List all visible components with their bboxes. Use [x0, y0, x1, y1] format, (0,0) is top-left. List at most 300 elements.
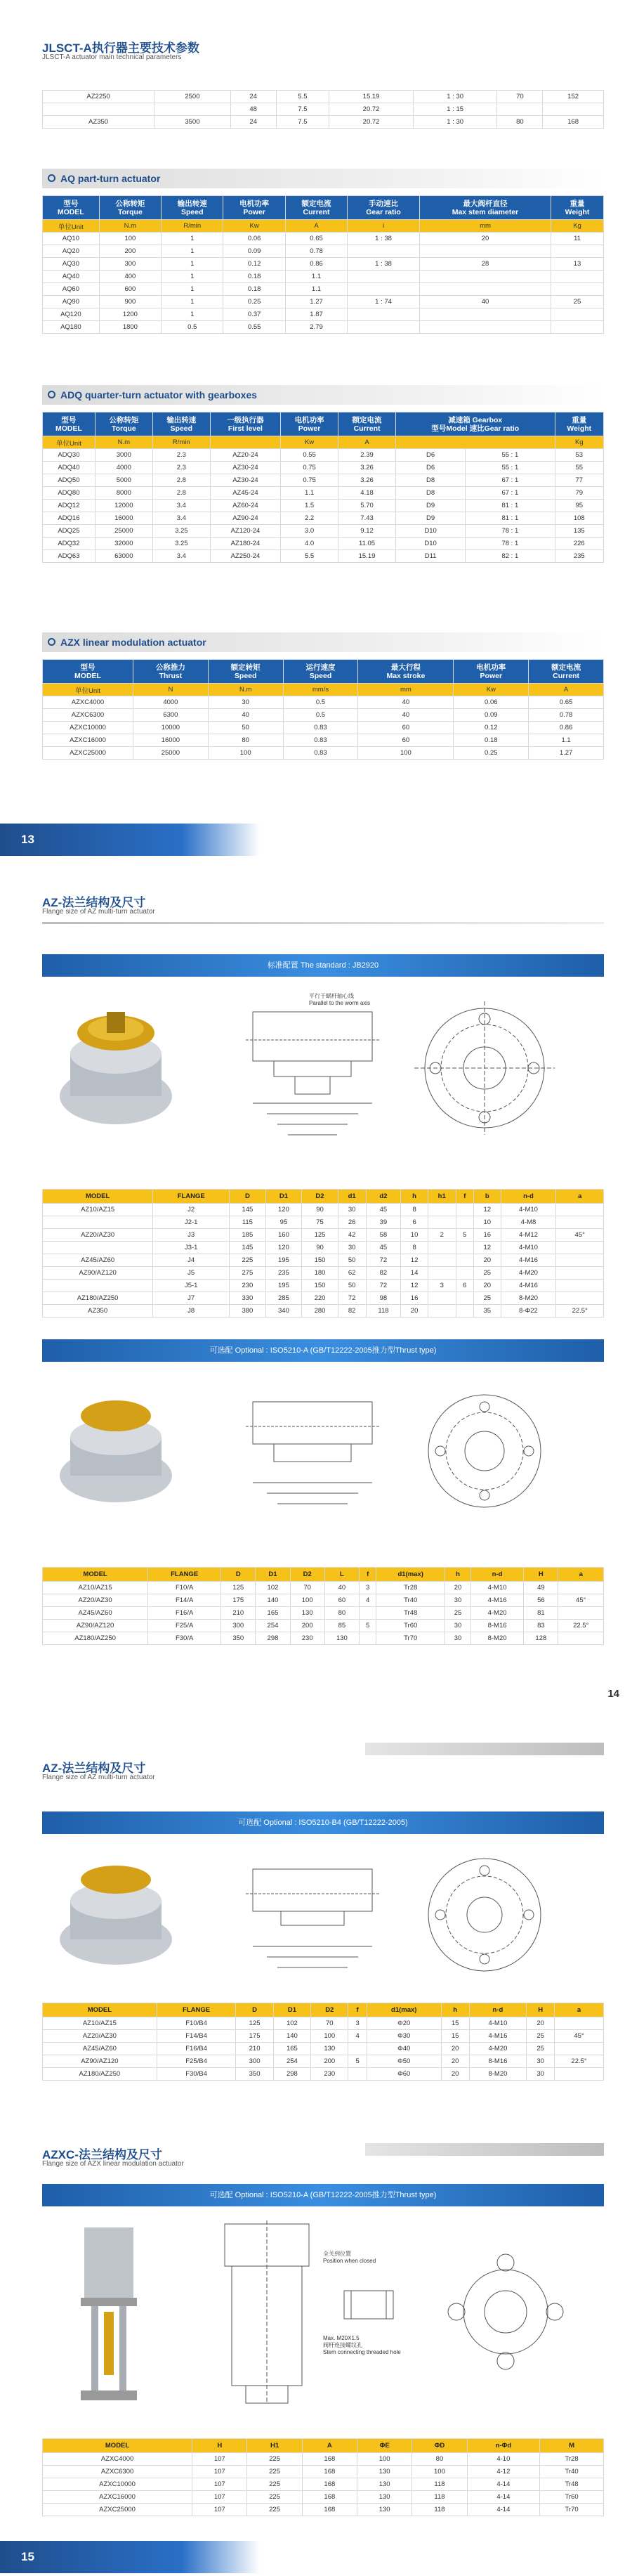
table-cell: 78 : 1 — [466, 538, 555, 550]
table-header-cell: a — [555, 2003, 604, 2017]
table-cell: 102 — [256, 1582, 290, 1594]
divider — [365, 1743, 604, 1755]
table-cell — [348, 283, 420, 296]
table-row — [43, 2478, 604, 2491]
table-cell: AZ350 — [43, 1305, 153, 1318]
table-cell — [556, 1242, 604, 1254]
table-cell: 1 : 38 — [348, 258, 420, 271]
table-header-cell: 减速箱 Gearbox 型号Model 速比Gear ratio — [396, 412, 555, 436]
table-cell: J5 — [153, 1267, 230, 1280]
table-cell: 168 — [302, 2491, 357, 2504]
table-header-cell: D1 — [273, 2003, 310, 2017]
table-cell: 16 — [401, 1292, 428, 1305]
table-cell: 135 — [555, 525, 604, 538]
table-cell: 100 — [412, 2466, 467, 2478]
table-row — [43, 709, 604, 722]
table-cell: 130 — [311, 2043, 348, 2055]
table-cell: AZ20/AZ30 — [43, 2030, 157, 2043]
page-number: 15 — [21, 2550, 34, 2563]
table-cell: 98 — [366, 1292, 401, 1305]
table-cell: 77 — [555, 474, 604, 487]
table-cell: J3-1 — [153, 1242, 230, 1254]
table-cell: 118 — [412, 2478, 467, 2491]
table-row — [43, 2504, 604, 2516]
table-cell: 125 — [302, 1229, 338, 1242]
table-cell: 1.27 — [529, 747, 604, 760]
table-row — [43, 91, 604, 103]
table-cell: 4000 — [95, 462, 152, 474]
table-header-cell: H — [527, 2003, 555, 2017]
table-cell: 30 — [338, 1204, 366, 1216]
table-cell: 4 — [348, 2030, 367, 2043]
table-cell: AZ90-24 — [210, 512, 280, 525]
table-cell: 4-10 — [467, 2453, 540, 2466]
stem-note-2: 阀杆连接螺纹孔 — [323, 2342, 362, 2348]
stem-note-1: Max. M20X1.5 — [323, 2335, 360, 2341]
table-cell: 40 — [419, 296, 551, 308]
table-cell: J7 — [153, 1292, 230, 1305]
aq-section-title: AQ part-turn actuator — [60, 173, 161, 184]
table-cell: 300 — [99, 258, 161, 271]
table-cell: 107 — [192, 2504, 247, 2516]
table-cell: ADQ50 — [43, 474, 96, 487]
table-cell: AQ90 — [43, 296, 100, 308]
table-header-cell: n-Φd — [467, 2439, 540, 2453]
actuator-render-image — [60, 1400, 172, 1502]
table-cell: 1 — [162, 258, 223, 271]
table-cell: 42 — [338, 1229, 366, 1242]
table-header-cell: 公称转矩 Torque — [99, 196, 161, 220]
table-cell — [428, 1204, 456, 1216]
table-cell: 10000 — [133, 722, 208, 734]
table-cell: 230 — [230, 1280, 266, 1292]
table-cell: AZ2250 — [43, 91, 154, 103]
actuator-render-image — [60, 1012, 172, 1124]
table-row — [43, 525, 604, 538]
table-header-cell: d1(max) — [376, 1568, 445, 1582]
table-cell: 6 — [456, 1280, 473, 1292]
table-cell: F14/A — [148, 1594, 221, 1607]
table-cell: 83 — [524, 1620, 558, 1632]
table-cell: Tr40 — [540, 2466, 604, 2478]
table-cell — [348, 2043, 367, 2055]
table-cell — [428, 1292, 456, 1305]
unit-cell: mm — [358, 684, 454, 696]
table-cell: 56 — [524, 1594, 558, 1607]
table-cell: 2.3 — [152, 449, 210, 462]
stem-note-3: Stem connecting threaded hole — [323, 2349, 401, 2355]
flange-top-view — [414, 1001, 555, 1135]
table-cell: 13 — [551, 258, 604, 271]
table-cell: 50 — [338, 1254, 366, 1267]
table-header-cell: 重量 Weight — [555, 412, 604, 436]
table-cell: 3.26 — [338, 474, 396, 487]
unit-cell: 单位Unit — [43, 220, 100, 233]
table-header-cell: 额定电流 Current — [338, 412, 396, 436]
table-cell: 81 : 1 — [466, 500, 555, 512]
table-cell: 45 — [366, 1242, 401, 1254]
table-cell: 225 — [247, 2466, 302, 2478]
table-row — [43, 2466, 604, 2478]
adq-section-header — [42, 385, 604, 405]
table-cell: 4-M20 — [501, 1267, 556, 1280]
table-cell — [419, 321, 551, 334]
table-cell: D6 — [396, 449, 466, 462]
divider — [42, 922, 604, 924]
table-cell: 225 — [247, 2478, 302, 2491]
page-subtitle: Flange size of AZX linear modulation actuator — [42, 2160, 184, 2168]
flange-drawing-standard — [42, 984, 604, 1163]
table-cell: AZ20/AZ30 — [43, 1229, 153, 1242]
table-cell: 40 — [358, 696, 454, 709]
stem-thread-detail — [344, 2291, 393, 2319]
table-row — [43, 734, 604, 747]
flange-drawing-optional-a — [42, 1370, 604, 1539]
azx-section-header — [42, 632, 604, 652]
unit-cell: A — [285, 220, 347, 233]
closed-position-note-en: Position when closed — [323, 2258, 376, 2264]
table-cell: 20 — [419, 233, 551, 245]
unit-row — [43, 436, 604, 449]
table-row — [43, 1280, 604, 1292]
table-cell: J2-1 — [153, 1216, 230, 1229]
unit-cell: i — [348, 220, 420, 233]
table-cell — [558, 1607, 604, 1620]
actuator-render-image — [60, 1866, 172, 1965]
table-cell: AZ90/AZ120 — [43, 1620, 148, 1632]
table-cell: 102 — [273, 2017, 310, 2030]
page-number: 14 — [607, 1688, 619, 1700]
table-cell: 25 — [474, 1292, 501, 1305]
table-cell — [428, 1267, 456, 1280]
table-cell: 30 — [445, 1594, 471, 1607]
table-cell: 25 — [527, 2043, 555, 2055]
unit-cell: A — [338, 436, 396, 449]
table-cell — [556, 1292, 604, 1305]
table-cell: AZXC6300 — [43, 2466, 192, 2478]
table-cell: 125 — [221, 1582, 256, 1594]
table-cell: 600 — [99, 283, 161, 296]
table-cell: 45° — [556, 1229, 604, 1242]
table-cell: 20 — [441, 2068, 469, 2081]
table-cell: 32000 — [95, 538, 152, 550]
table-cell: 4-M10 — [470, 1582, 523, 1594]
table-cell: 6 — [401, 1216, 428, 1229]
table-cell: 90 — [302, 1204, 338, 1216]
table-cell: 0.25 — [454, 747, 529, 760]
table-cell — [551, 283, 604, 296]
table-cell: Φ50 — [367, 2055, 441, 2068]
table-cell: 230 — [290, 1632, 324, 1645]
table-row — [43, 474, 604, 487]
table-cell: 72 — [338, 1292, 366, 1305]
table-cell: AZ180-24 — [210, 538, 280, 550]
table-cell — [348, 2068, 367, 2081]
table-row — [43, 233, 604, 245]
table-header-cell: ΦE — [357, 2439, 412, 2453]
table-cell: Φ40 — [367, 2043, 441, 2055]
table-cell: 107 — [192, 2466, 247, 2478]
table-cell: 4-M20 — [470, 1607, 523, 1620]
table-cell: 120 — [265, 1242, 302, 1254]
page-14b — [0, 1722, 632, 2143]
table-header-cell: 输出转速 Speed — [152, 412, 210, 436]
table-cell: 55 — [555, 462, 604, 474]
table-cell: 1 : 30 — [413, 116, 497, 129]
table-header-cell: 额定转矩 Speed — [208, 660, 283, 684]
table-row — [43, 500, 604, 512]
table-cell: 8-M20 — [501, 1292, 556, 1305]
table-cell — [419, 271, 551, 283]
table-cell: 50 — [208, 722, 283, 734]
optional-b4-flange-table — [42, 2003, 604, 2081]
table-cell: 118 — [412, 2504, 467, 2516]
table-header-cell: 额定电流 Current — [285, 196, 347, 220]
table-header-cell: f — [360, 1568, 376, 1582]
table-cell: 0.12 — [454, 722, 529, 734]
table-header-cell: H — [192, 2439, 247, 2453]
table-cell — [556, 1280, 604, 1292]
table-cell — [348, 308, 420, 321]
table-cell: D6 — [396, 462, 466, 474]
table-cell: 1 : 30 — [413, 91, 497, 103]
table-cell: AZ180/AZ250 — [43, 1632, 148, 1645]
table-cell: AZXC4000 — [43, 696, 133, 709]
table-cell: AQ30 — [43, 258, 100, 271]
table-cell: 20 — [441, 2055, 469, 2068]
table-cell: AZXC25000 — [43, 747, 133, 760]
table-header-cell: D1 — [265, 1190, 302, 1204]
table-cell: AZXC4000 — [43, 2453, 192, 2466]
table-row — [43, 550, 604, 563]
page-number: 13 — [21, 833, 34, 846]
table-cell: ADQ40 — [43, 462, 96, 474]
table-cell: AQ40 — [43, 271, 100, 283]
table-cell — [360, 1632, 376, 1645]
table-cell: 1 — [162, 271, 223, 283]
table-cell: AZ120-24 — [210, 525, 280, 538]
table-cell: 12 — [474, 1204, 501, 1216]
table-row — [43, 1216, 604, 1229]
table-cell: 8 — [401, 1204, 428, 1216]
table-cell: F25/B4 — [157, 2055, 236, 2068]
table-header-cell: 一级执行器 First level — [210, 412, 280, 436]
unit-cell: N — [133, 684, 208, 696]
table-cell: 225 — [230, 1254, 266, 1267]
table-cell: 125 — [236, 2017, 273, 2030]
table-cell: 4-M8 — [501, 1216, 556, 1229]
table-cell: 5.5 — [281, 550, 338, 563]
table-row — [43, 296, 604, 308]
table-row — [43, 1632, 604, 1645]
table-cell: 195 — [265, 1280, 302, 1292]
table-cell: 6300 — [133, 709, 208, 722]
table-cell: 45° — [558, 1594, 604, 1607]
table-cell: 30 — [445, 1632, 471, 1645]
page-subtitle: JLSCT-A actuator main technical parameters — [42, 53, 182, 61]
table-cell: 60 — [324, 1594, 359, 1607]
table-cell — [558, 1632, 604, 1645]
unit-cell — [396, 436, 555, 449]
table-cell: 8-Φ22 — [501, 1305, 556, 1318]
unit-cell: Kw — [281, 436, 338, 449]
table-cell: 12 — [401, 1280, 428, 1292]
table-header-cell: 型号 MODEL — [43, 660, 133, 684]
table-row — [43, 308, 604, 321]
table-cell: AZXC6300 — [43, 709, 133, 722]
table-cell: 58 — [366, 1229, 401, 1242]
table-cell — [551, 245, 604, 258]
table-cell: 4-M16 — [501, 1254, 556, 1267]
table-cell — [456, 1216, 473, 1229]
table-cell: 3.4 — [152, 500, 210, 512]
table-row — [43, 462, 604, 474]
table-cell: 55 : 1 — [466, 449, 555, 462]
table-cell: 4-14 — [467, 2504, 540, 2516]
table-cell: 67 : 1 — [466, 487, 555, 500]
table-cell: 298 — [273, 2068, 310, 2081]
table-cell — [419, 283, 551, 296]
table-row — [43, 487, 604, 500]
table-cell: 5.70 — [338, 500, 396, 512]
table-cell: 2.3 — [152, 462, 210, 474]
flange-section-view — [246, 1402, 379, 1504]
table-cell: 30 — [445, 1620, 471, 1632]
table-cell: AZ30-24 — [210, 474, 280, 487]
unit-cell: N.m — [95, 436, 152, 449]
table-cell: 1 — [162, 308, 223, 321]
table-cell: 2500 — [154, 91, 231, 103]
table-cell: 3.4 — [152, 550, 210, 563]
aq-section-header — [42, 169, 604, 188]
table-cell: 0.86 — [529, 722, 604, 734]
table-cell: 48 — [230, 103, 276, 116]
table-cell: D10 — [396, 538, 466, 550]
table-cell: 25 — [445, 1607, 471, 1620]
table-header-cell: 电机功率 Power — [223, 196, 285, 220]
table-cell: 16000 — [133, 734, 208, 747]
adq-section-title: ADQ quarter-turn actuator with gearboxes — [60, 389, 258, 401]
table-header-cell: ΦD — [412, 2439, 467, 2453]
table-header-cell: MODEL — [43, 2439, 192, 2453]
table-cell: 185 — [230, 1229, 266, 1242]
table-cell: 0.37 — [223, 308, 285, 321]
table-cell: 230 — [311, 2068, 348, 2081]
table-cell: 180 — [302, 1267, 338, 1280]
table-cell: 0.18 — [454, 734, 529, 747]
page-subtitle: Flange size of AZ multi-turn actuator — [42, 1774, 155, 1781]
standard-band: 标准配置 The standard : JB2920 — [42, 954, 604, 977]
table-cell: 39 — [366, 1216, 401, 1229]
optional-b4-band: 可选配 Optional : ISO5210-B4 (GB/T12222-2005) — [42, 1811, 604, 1834]
table-cell: 0.18 — [223, 271, 285, 283]
table-cell: 53 — [555, 449, 604, 462]
table-row — [43, 258, 604, 271]
table-row — [43, 271, 604, 283]
table-header-cell: FLANGE — [153, 1190, 230, 1204]
table-cell: 63000 — [95, 550, 152, 563]
table-cell: J8 — [153, 1305, 230, 1318]
table-cell: ADQ16 — [43, 512, 96, 525]
table-cell: 5 — [360, 1620, 376, 1632]
divider — [365, 2143, 604, 2156]
table-cell — [497, 103, 543, 116]
table-cell: 5 — [348, 2055, 367, 2068]
table-cell: 175 — [236, 2030, 273, 2043]
table-cell: 50 — [338, 1280, 366, 1292]
table-cell: 80 — [412, 2453, 467, 2466]
table-cell: 100 — [358, 747, 454, 760]
table-cell: 4-M12 — [501, 1229, 556, 1242]
page-title: JLSCT-A执行器主要技术参数 — [42, 41, 199, 55]
table-cell: 100 — [357, 2453, 412, 2466]
table-cell: 210 — [236, 2043, 273, 2055]
table-cell: 1 : 15 — [413, 103, 497, 116]
table-cell: D9 — [396, 500, 466, 512]
table-cell: AZXC16000 — [43, 734, 133, 747]
table-row — [43, 722, 604, 734]
table-cell: 20 — [445, 1582, 471, 1594]
table-cell: F10/B4 — [157, 2017, 236, 2030]
table-cell: 4 — [360, 1594, 376, 1607]
table-cell: 128 — [524, 1632, 558, 1645]
table-cell: AQ10 — [43, 233, 100, 245]
table-cell: 168 — [302, 2478, 357, 2491]
table-cell — [551, 321, 604, 334]
table-cell: 1.27 — [285, 296, 347, 308]
table-cell: 225 — [247, 2491, 302, 2504]
table-cell: 95 — [555, 500, 604, 512]
table-cell: 1 — [162, 296, 223, 308]
table-cell: F16/B4 — [157, 2043, 236, 2055]
table-cell: 0.06 — [223, 233, 285, 245]
table-cell: Φ30 — [367, 2030, 441, 2043]
table-cell: 168 — [302, 2466, 357, 2478]
table-cell: 1 — [162, 245, 223, 258]
table-row — [43, 2055, 604, 2068]
table-cell: 3500 — [154, 116, 231, 129]
table-cell: 1.1 — [285, 283, 347, 296]
table-cell — [558, 1582, 604, 1594]
table-cell: 4.0 — [281, 538, 338, 550]
table-header-cell: a — [556, 1190, 604, 1204]
table-cell: 60 — [358, 734, 454, 747]
table-cell: 3.25 — [152, 525, 210, 538]
table-cell: 3.4 — [152, 512, 210, 525]
table-cell: 3 — [360, 1582, 376, 1594]
table-cell — [555, 2043, 604, 2055]
table-cell: 150 — [302, 1280, 338, 1292]
table-row — [43, 747, 604, 760]
table-cell: 1.1 — [281, 487, 338, 500]
table-row — [43, 283, 604, 296]
table-cell: Φ60 — [367, 2068, 441, 2081]
table-header-cell: MODEL — [43, 1568, 148, 1582]
table-cell: AZ10/AZ15 — [43, 1582, 148, 1594]
table-cell: Φ20 — [367, 2017, 441, 2030]
table-cell: 118 — [412, 2491, 467, 2504]
table-cell — [555, 2068, 604, 2081]
table-header-cell: f — [456, 1190, 473, 1204]
table-cell: 165 — [273, 2043, 310, 2055]
table-header-cell: 运行速度 Speed — [283, 660, 358, 684]
table-cell: 330 — [230, 1292, 266, 1305]
table-cell: 380 — [230, 1305, 266, 1318]
table-cell: 82 — [366, 1267, 401, 1280]
table-cell: 100 — [208, 747, 283, 760]
table-cell: 25 — [551, 296, 604, 308]
table-cell: D10 — [396, 525, 466, 538]
